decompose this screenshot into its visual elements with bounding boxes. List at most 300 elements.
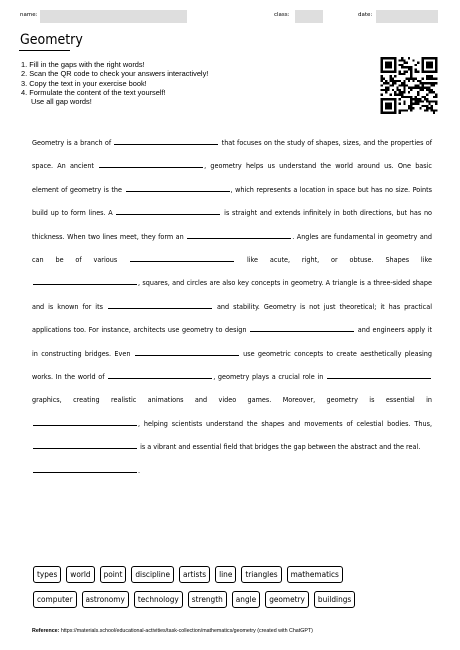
qr-module bbox=[401, 109, 403, 111]
qr-module bbox=[433, 109, 435, 111]
qr-module bbox=[387, 57, 389, 59]
text-segment: graphics, creating realistic animations and video games. Moreover, geometry is essential in bbox=[32, 395, 432, 405]
word-chip[interactable]: technology bbox=[134, 591, 183, 608]
qr-module bbox=[410, 107, 412, 109]
qr-module bbox=[426, 78, 428, 80]
qr-module bbox=[424, 57, 426, 59]
qr-module bbox=[422, 78, 424, 80]
qr-module bbox=[435, 59, 437, 61]
qr-module bbox=[433, 78, 435, 80]
qr-module bbox=[394, 71, 396, 73]
qr-module bbox=[381, 66, 383, 68]
qr-module bbox=[431, 75, 433, 77]
qr-module bbox=[435, 109, 437, 111]
qr-module bbox=[399, 91, 401, 93]
qr-module bbox=[403, 82, 405, 84]
qr-code-icon[interactable] bbox=[379, 57, 439, 114]
qr-module bbox=[428, 107, 430, 109]
word-chip[interactable]: mathematics bbox=[287, 566, 343, 583]
class-field[interactable] bbox=[295, 10, 323, 23]
qr-module bbox=[403, 96, 405, 98]
qr-module bbox=[403, 80, 405, 82]
qr-module bbox=[394, 112, 396, 114]
gap-blank[interactable] bbox=[33, 416, 137, 426]
qr-module bbox=[408, 80, 410, 82]
text-segment: , squares, and circles are also key concepts in geometry. A triangle is a three-sided shape and is known for its bbox=[32, 278, 432, 311]
qr-module bbox=[417, 100, 419, 102]
qr-module bbox=[385, 62, 387, 64]
word-chip[interactable]: point bbox=[100, 566, 127, 583]
qr-module bbox=[431, 71, 433, 73]
gap-blank[interactable] bbox=[114, 135, 218, 145]
qr-module bbox=[415, 100, 417, 102]
qr-module bbox=[433, 112, 435, 114]
qr-module bbox=[410, 78, 412, 80]
qr-module bbox=[426, 105, 428, 107]
qr-module bbox=[422, 66, 424, 68]
qr-module bbox=[422, 59, 424, 61]
qr-module bbox=[394, 91, 396, 93]
qr-module bbox=[394, 62, 396, 64]
qr-module bbox=[428, 91, 430, 93]
qr-module bbox=[433, 91, 435, 93]
qr-module bbox=[417, 91, 419, 93]
qr-module bbox=[387, 87, 389, 89]
text-segment: , which represents a location in space but has no size. Points build up to form lines. A bbox=[32, 184, 432, 218]
qr-module bbox=[403, 73, 405, 75]
qr-module bbox=[381, 78, 383, 80]
qr-module bbox=[431, 82, 433, 84]
qr-module bbox=[381, 84, 383, 86]
qr-module bbox=[399, 73, 401, 75]
qr-module bbox=[422, 87, 424, 89]
qr-module bbox=[394, 57, 396, 59]
qr-module bbox=[422, 64, 424, 66]
qr-module bbox=[426, 107, 428, 109]
qr-module bbox=[419, 100, 421, 102]
qr-module bbox=[426, 71, 428, 73]
qr-module bbox=[422, 62, 424, 64]
qr-module bbox=[428, 62, 430, 64]
qr-module bbox=[417, 93, 419, 95]
qr-module bbox=[383, 78, 385, 80]
qr-module bbox=[387, 62, 389, 64]
qr-module bbox=[399, 98, 401, 100]
qr-module bbox=[381, 100, 383, 102]
qr-module bbox=[419, 80, 421, 82]
qr-module bbox=[417, 98, 419, 100]
qr-module bbox=[390, 84, 392, 86]
name-field[interactable] bbox=[40, 10, 187, 23]
qr-module bbox=[424, 82, 426, 84]
qr-module bbox=[417, 80, 419, 82]
gap-blank[interactable] bbox=[130, 252, 234, 262]
qr-module bbox=[390, 64, 392, 66]
word-chip[interactable]: discipline bbox=[131, 566, 174, 583]
qr-module bbox=[401, 84, 403, 86]
qr-module bbox=[410, 89, 412, 91]
qr-module bbox=[424, 71, 426, 73]
title-underline bbox=[19, 50, 70, 51]
qr-module bbox=[406, 109, 408, 111]
qr-module bbox=[408, 78, 410, 80]
qr-module bbox=[422, 84, 424, 86]
qr-module bbox=[381, 107, 383, 109]
qr-module bbox=[431, 84, 433, 86]
qr-module bbox=[381, 75, 383, 77]
text-segment: use geometric concepts to create aesthetically pleasing works. In the world of bbox=[32, 348, 432, 382]
qr-module bbox=[394, 64, 396, 66]
qr-module bbox=[385, 91, 387, 93]
qr-module bbox=[435, 68, 437, 70]
qr-module bbox=[387, 89, 389, 91]
qr-module bbox=[390, 112, 392, 114]
qr-module bbox=[412, 87, 414, 89]
qr-module bbox=[410, 75, 412, 77]
qr-module bbox=[410, 100, 412, 102]
qr-module bbox=[428, 78, 430, 80]
qr-module bbox=[417, 71, 419, 73]
qr-module bbox=[428, 66, 430, 68]
qr-module bbox=[431, 62, 433, 64]
word-chip[interactable]: artists bbox=[179, 566, 210, 583]
qr-module bbox=[385, 105, 387, 107]
date-label: date: bbox=[358, 12, 373, 18]
qr-module bbox=[399, 80, 401, 82]
qr-module bbox=[435, 62, 437, 64]
text-segment: . bbox=[138, 465, 141, 475]
qr-module bbox=[426, 100, 428, 102]
gap-blank[interactable] bbox=[108, 299, 212, 309]
qr-module bbox=[399, 84, 401, 86]
qr-module bbox=[428, 64, 430, 66]
text-segment: , helping scientists understand the shapes and movements of celestial bodies. Thus, bbox=[138, 418, 432, 428]
qr-module bbox=[412, 59, 414, 61]
qr-module bbox=[415, 64, 417, 66]
qr-module bbox=[394, 98, 396, 100]
qr-module bbox=[403, 109, 405, 111]
qr-module bbox=[428, 75, 430, 77]
qr-module bbox=[385, 103, 387, 105]
instruction-item: 2. Scan the QR code to check your answers interactively! bbox=[21, 69, 209, 79]
qr-module bbox=[415, 96, 417, 98]
qr-module bbox=[431, 105, 433, 107]
qr-module bbox=[435, 103, 437, 105]
qr-module bbox=[394, 80, 396, 82]
word-chip[interactable]: astronomy bbox=[82, 591, 129, 608]
qr-module bbox=[422, 100, 424, 102]
qr-module bbox=[422, 71, 424, 73]
qr-module bbox=[415, 84, 417, 86]
gap-blank[interactable] bbox=[99, 158, 203, 168]
qr-module bbox=[435, 100, 437, 102]
text-segment: that focuses on the study of shapes, sizes, and the properties of space. An ancient bbox=[32, 138, 432, 171]
reference-url[interactable]: https://materials.school/educational-activities/task-collection/mathematics/geometry (created with ChatGPT) bbox=[60, 628, 313, 634]
qr-module bbox=[406, 66, 408, 68]
text-segment: is a vibrant and essential field that bridges the gap between the abstract and the real. bbox=[140, 442, 421, 452]
qr-module bbox=[428, 57, 430, 59]
qr-module bbox=[408, 107, 410, 109]
qr-module bbox=[381, 103, 383, 105]
qr-module bbox=[396, 80, 398, 82]
qr-module bbox=[415, 98, 417, 100]
qr-module bbox=[408, 66, 410, 68]
qr-module bbox=[403, 62, 405, 64]
qr-module bbox=[435, 71, 437, 73]
qr-module bbox=[392, 89, 394, 91]
qr-module bbox=[381, 105, 383, 107]
qr-module bbox=[403, 87, 405, 89]
qr-module bbox=[426, 87, 428, 89]
qr-module bbox=[381, 80, 383, 82]
cloze-text bbox=[32, 131, 432, 482]
qr-module bbox=[435, 66, 437, 68]
word-chip[interactable]: strength bbox=[188, 591, 227, 608]
qr-module bbox=[408, 87, 410, 89]
word-bank-row-2 bbox=[33, 591, 433, 608]
qr-module bbox=[422, 96, 424, 98]
gap-blank[interactable] bbox=[250, 322, 354, 332]
qr-module bbox=[381, 98, 383, 100]
qr-module bbox=[390, 107, 392, 109]
qr-module bbox=[401, 91, 403, 93]
qr-module bbox=[422, 89, 424, 91]
instruction-item: 4. Formulate the content of the text yourself! bbox=[21, 87, 166, 97]
qr-module bbox=[428, 87, 430, 89]
gap-blank[interactable] bbox=[135, 346, 239, 356]
word-chip[interactable]: computer bbox=[33, 591, 77, 608]
word-chip[interactable]: types bbox=[33, 566, 61, 583]
qr-module bbox=[406, 96, 408, 98]
qr-module bbox=[435, 57, 437, 59]
qr-module bbox=[412, 78, 414, 80]
qr-module bbox=[424, 98, 426, 100]
qr-module bbox=[426, 89, 428, 91]
qr-module bbox=[424, 109, 426, 111]
qr-module bbox=[431, 89, 433, 91]
qr-module bbox=[417, 84, 419, 86]
qr-module bbox=[387, 64, 389, 66]
qr-module bbox=[403, 100, 405, 102]
qr-module bbox=[428, 103, 430, 105]
qr-module bbox=[390, 66, 392, 68]
qr-module bbox=[394, 59, 396, 61]
gap-blank[interactable] bbox=[327, 369, 431, 379]
qr-module bbox=[426, 57, 428, 59]
qr-module bbox=[419, 87, 421, 89]
qr-module bbox=[431, 109, 433, 111]
instruction-item: 1. Fill in the gaps with the right words! bbox=[21, 60, 145, 69]
qr-module bbox=[401, 64, 403, 66]
text-segment: like acute, right, or obtuse. Shapes like bbox=[246, 255, 432, 265]
qr-module bbox=[396, 93, 398, 95]
qr-module bbox=[383, 98, 385, 100]
qr-module bbox=[412, 80, 414, 82]
qr-module bbox=[381, 93, 383, 95]
qr-module bbox=[408, 68, 410, 70]
qr-module bbox=[419, 89, 421, 91]
qr-module bbox=[408, 105, 410, 107]
gap-blank[interactable] bbox=[116, 205, 220, 215]
qr-module bbox=[394, 103, 396, 105]
text-segment: and stability. Geometry is not just theoretical; it has practical applications too. For instance, architects use geometry to design bbox=[32, 301, 432, 335]
qr-module bbox=[435, 82, 437, 84]
qr-module bbox=[410, 73, 412, 75]
qr-module bbox=[424, 87, 426, 89]
gap-blank[interactable] bbox=[33, 463, 137, 473]
qr-module bbox=[387, 66, 389, 68]
qr-module bbox=[392, 57, 394, 59]
class-label: class: bbox=[274, 12, 290, 18]
word-bank-row-1 bbox=[33, 566, 433, 583]
gap-blank[interactable] bbox=[108, 369, 212, 379]
text-segment: Geometry is a branch of bbox=[32, 138, 112, 147]
qr-module bbox=[412, 98, 414, 100]
instruction-item: Use all gap words! bbox=[31, 97, 92, 107]
gap-blank[interactable] bbox=[187, 229, 291, 239]
qr-module bbox=[403, 103, 405, 105]
qr-module bbox=[399, 109, 401, 111]
qr-module bbox=[383, 89, 385, 91]
qr-module bbox=[431, 100, 433, 102]
qr-module bbox=[422, 68, 424, 70]
qr-module bbox=[435, 96, 437, 98]
qr-module bbox=[433, 96, 435, 98]
qr-module bbox=[401, 59, 403, 61]
qr-module bbox=[403, 91, 405, 93]
qr-module bbox=[426, 64, 428, 66]
qr-module bbox=[383, 112, 385, 114]
qr-module bbox=[385, 82, 387, 84]
date-field[interactable] bbox=[376, 10, 438, 23]
qr-module bbox=[408, 91, 410, 93]
qr-module bbox=[410, 103, 412, 105]
reference-label: Reference: bbox=[32, 628, 60, 634]
qr-module bbox=[415, 103, 417, 105]
qr-module bbox=[433, 57, 435, 59]
qr-module bbox=[426, 93, 428, 95]
qr-module bbox=[392, 98, 394, 100]
qr-module bbox=[415, 68, 417, 70]
qr-module bbox=[426, 82, 428, 84]
qr-module bbox=[422, 57, 424, 59]
text-segment: , geometry plays a crucial role in bbox=[213, 372, 324, 382]
qr-module bbox=[426, 75, 428, 77]
qr-module bbox=[385, 98, 387, 100]
qr-module bbox=[394, 82, 396, 84]
qr-module bbox=[410, 109, 412, 111]
qr-module bbox=[387, 112, 389, 114]
instruction-item: 3. Copy the text in your exercise book! bbox=[21, 78, 147, 88]
qr-module bbox=[394, 93, 396, 95]
qr-module bbox=[392, 71, 394, 73]
qr-module bbox=[399, 112, 401, 114]
qr-module bbox=[403, 66, 405, 68]
word-chip[interactable]: buildings bbox=[314, 591, 355, 608]
qr-module bbox=[394, 66, 396, 68]
word-chip[interactable]: line bbox=[215, 566, 236, 583]
qr-module bbox=[390, 71, 392, 73]
qr-module bbox=[406, 62, 408, 64]
qr-module bbox=[410, 87, 412, 89]
qr-module bbox=[410, 66, 412, 68]
word-chip[interactable]: triangles bbox=[241, 566, 281, 583]
qr-module bbox=[390, 80, 392, 82]
qr-module bbox=[433, 71, 435, 73]
qr-module bbox=[410, 71, 412, 73]
qr-module bbox=[385, 57, 387, 59]
page-title: Geometry bbox=[20, 32, 83, 48]
qr-module bbox=[387, 98, 389, 100]
qr-module bbox=[403, 89, 405, 91]
qr-module bbox=[390, 103, 392, 105]
qr-module bbox=[417, 62, 419, 64]
qr-module bbox=[435, 93, 437, 95]
qr-module bbox=[399, 71, 401, 73]
qr-module bbox=[401, 93, 403, 95]
qr-module bbox=[385, 87, 387, 89]
word-chip[interactable]: geometry bbox=[265, 591, 309, 608]
text-segment: , geometry helps us understand the world around us. One basic element of geometry is the bbox=[32, 161, 432, 194]
qr-module bbox=[426, 98, 428, 100]
qr-module bbox=[422, 105, 424, 107]
qr-module bbox=[381, 62, 383, 64]
qr-module bbox=[401, 96, 403, 98]
qr-module bbox=[428, 100, 430, 102]
qr-module bbox=[410, 96, 412, 98]
qr-module bbox=[390, 57, 392, 59]
qr-module bbox=[394, 109, 396, 111]
qr-module bbox=[381, 59, 383, 61]
text-segment: . Angles are fundamental in geometry and can be of various bbox=[32, 231, 432, 265]
qr-module bbox=[412, 107, 414, 109]
gap-blank[interactable] bbox=[126, 182, 230, 192]
qr-module bbox=[394, 105, 396, 107]
gap-blank[interactable] bbox=[33, 439, 137, 449]
qr-module bbox=[419, 107, 421, 109]
gap-blank[interactable] bbox=[33, 275, 137, 285]
qr-module bbox=[424, 105, 426, 107]
name-label: name: bbox=[20, 12, 38, 18]
reference-line bbox=[32, 628, 313, 634]
qr-module bbox=[381, 57, 383, 59]
qr-module bbox=[417, 87, 419, 89]
qr-module bbox=[383, 71, 385, 73]
qr-module bbox=[433, 84, 435, 86]
qr-module bbox=[410, 105, 412, 107]
qr-module bbox=[390, 62, 392, 64]
qr-module bbox=[408, 96, 410, 98]
word-chip[interactable]: angle bbox=[232, 591, 260, 608]
qr-module bbox=[431, 64, 433, 66]
qr-module bbox=[383, 57, 385, 59]
qr-module bbox=[392, 78, 394, 80]
qr-module bbox=[426, 62, 428, 64]
qr-module bbox=[401, 57, 403, 59]
qr-module bbox=[424, 96, 426, 98]
qr-module bbox=[381, 109, 383, 111]
qr-module bbox=[385, 89, 387, 91]
qr-module bbox=[406, 71, 408, 73]
qr-module bbox=[385, 71, 387, 73]
word-chip[interactable]: world bbox=[66, 566, 94, 583]
qr-module bbox=[399, 64, 401, 66]
qr-module bbox=[385, 66, 387, 68]
qr-module bbox=[387, 82, 389, 84]
qr-module bbox=[385, 64, 387, 66]
qr-module bbox=[383, 82, 385, 84]
qr-module bbox=[387, 103, 389, 105]
